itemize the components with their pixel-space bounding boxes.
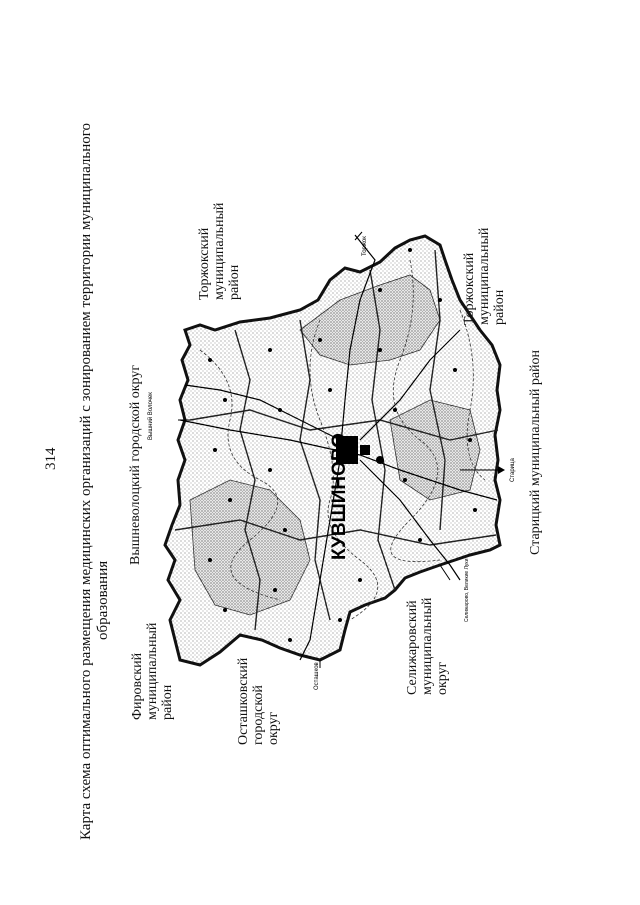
region-label-line: Торжокский bbox=[462, 252, 477, 325]
region-staritsky bbox=[528, 350, 543, 555]
region-label-line: Торжокский bbox=[197, 227, 212, 300]
region-label: Вышневолоцкий городской округ bbox=[128, 364, 143, 565]
region-label-line: муниципальный bbox=[145, 622, 160, 720]
region-label-line: муниципальный bbox=[212, 202, 227, 300]
region-torzhok-bottom bbox=[462, 228, 507, 325]
page-number: 314 bbox=[43, 447, 59, 470]
region-label-line: Фировский bbox=[130, 652, 145, 720]
region-label-line: район bbox=[160, 684, 175, 720]
region-torzhok-top bbox=[197, 203, 242, 300]
center-town-label: КУВШИНОВО bbox=[329, 433, 350, 560]
region-label-line: муниципальный bbox=[477, 227, 492, 325]
town-label-torzhok: Торжок bbox=[362, 236, 368, 256]
region-firovsky bbox=[130, 623, 175, 720]
caption-line-2: образования bbox=[95, 560, 111, 640]
direction-arrowheads bbox=[498, 466, 505, 474]
region-label-line: округ bbox=[266, 711, 281, 745]
region-label-line: Осташковский bbox=[236, 657, 251, 745]
region-label-line: район bbox=[492, 289, 507, 325]
region-label-line: городской bbox=[251, 685, 266, 745]
region-ostashkovsky bbox=[236, 658, 281, 745]
region-label-line: Селижаровский bbox=[405, 600, 420, 695]
caption-line-1: Карта схема оптимального размещения медицинских организаций с зонированием территории муниципального bbox=[78, 122, 94, 840]
town-label-selizharovo: Селижарово, Великие Луки bbox=[464, 558, 470, 622]
region-label-line: округ bbox=[435, 661, 450, 695]
region-label: Старицкий муниципальный район bbox=[528, 349, 543, 555]
town-label-ostashkov: Осташков bbox=[314, 662, 320, 690]
region-vyshnevolotsky bbox=[128, 365, 143, 565]
town-label-vyshny-volochek: Вышний Волочек bbox=[148, 392, 154, 440]
region-label-line: муниципальный bbox=[420, 597, 435, 695]
region-label-line: район bbox=[227, 264, 242, 300]
region-selizharovsky bbox=[405, 598, 450, 695]
town-label-staritsa: Старица bbox=[510, 458, 516, 482]
